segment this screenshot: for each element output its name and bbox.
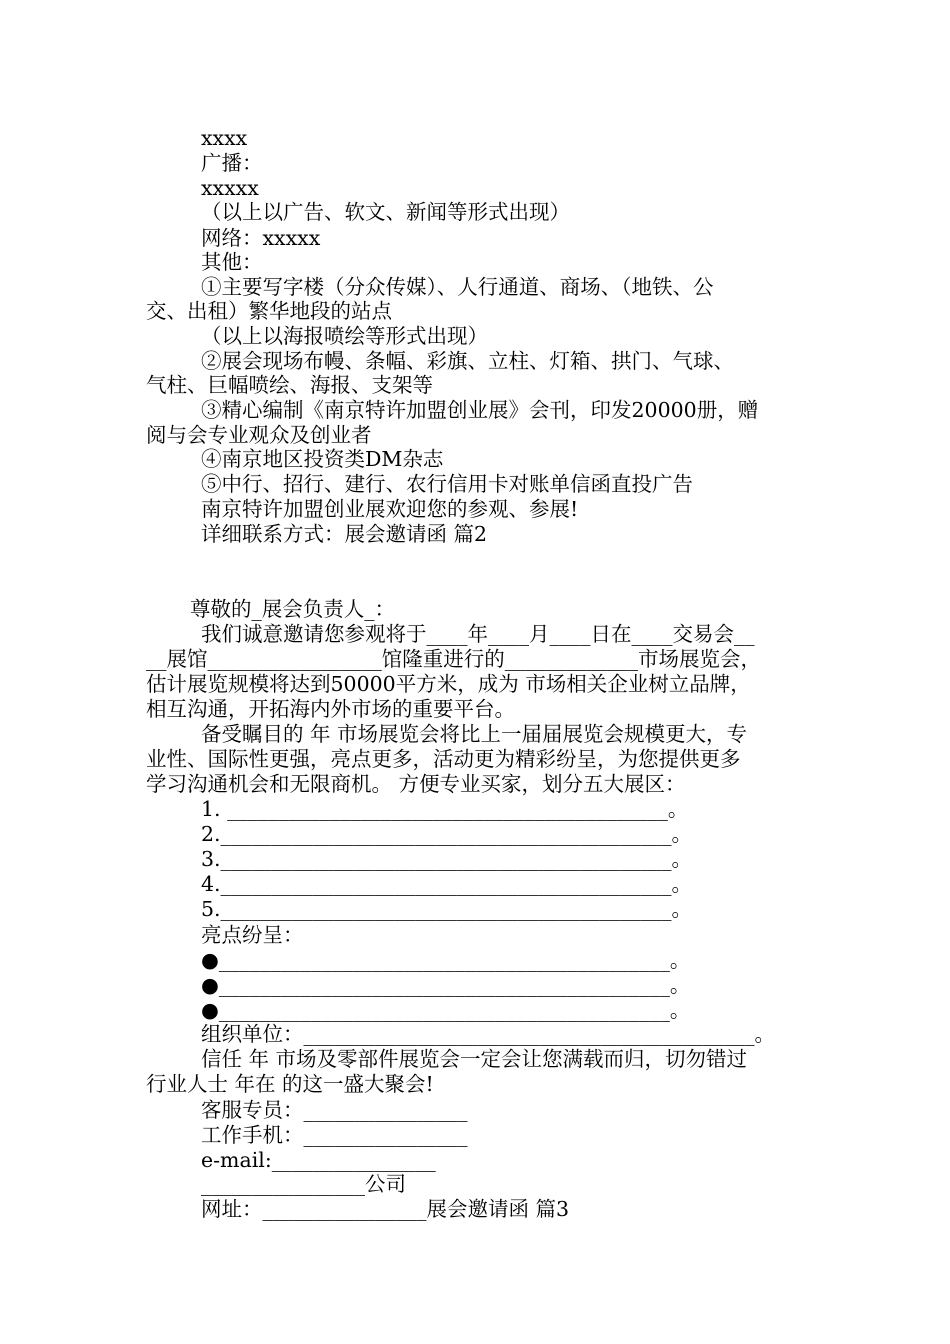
highlight-item: ●____________________________________________。: [201, 998, 691, 1022]
zone-item: 1. ___________________________________________。: [201, 797, 689, 821]
highlights-label: 亮点纷呈：: [201, 923, 304, 947]
text-line: 行业人士 年在 的这一盛大聚会!: [146, 1072, 434, 1096]
mobile-contact: 工作手机：________________: [201, 1123, 468, 1147]
section-heading: 详细联系方式：展会邀请函 篇2: [201, 522, 488, 546]
highlight-item: ●____________________________________________。: [201, 973, 691, 997]
text-line: ⑤中行、招行、建行、农行信用卡对账单信函直投广告: [201, 472, 693, 496]
text-line: xxxxx: [201, 176, 259, 200]
text-line: 阅与会专业观众及创业者: [146, 423, 372, 447]
zone-item: 5.____________________________________________。: [201, 897, 693, 921]
text-line: 广播：: [201, 151, 263, 175]
text-line: （以上以广告、软文、新闻等形式出现）: [201, 200, 570, 224]
text-line: 学习沟通机会和无限商机。 方便专业买家，划分五大展区：: [146, 772, 686, 796]
text-line: 业性、国际性更强，亮点更多，活动更为精彩纷呈，为您提供更多: [146, 747, 741, 771]
text-line: 信任 年 市场及零部件展览会一定会让您满载而归，切勿错过: [201, 1047, 748, 1071]
text-line: 备受瞩目的 年 市场展览会将比上一届届展览会规模更大，专: [201, 722, 748, 746]
zone-item: 2.____________________________________________。: [201, 822, 693, 846]
text-line: xxxx: [201, 126, 248, 150]
email-contact: e-mail:________________: [201, 1148, 436, 1172]
text-line: （以上以海报喷绘等形式出现）: [201, 324, 488, 348]
service-contact: 客服专员：________________: [201, 1098, 468, 1122]
text-line: ③精心编制《南京特许加盟创业展》会刊，印发20000册，赠: [201, 398, 759, 422]
text-line: ④南京地区投资类DM杂志: [201, 447, 444, 471]
text-line: 交、出租）繁华地段的站点: [146, 299, 392, 323]
text-line: 相互沟通，开拓海内外市场的重要平台。: [146, 697, 515, 721]
text-line: __展馆_________________馆隆重进行的_____________市场展览会，: [146, 647, 761, 671]
text-line: ②展会现场布幔、条幅、彩旗、立柱、灯箱、拱门、气球、: [201, 349, 734, 373]
text-line: 气柱、巨幅喷绘、海报、支架等: [146, 373, 433, 397]
text-line: 网络：xxxxx: [201, 226, 321, 250]
text-line: 我们诚意邀请您参观将于____年____月____日在____交易会__: [201, 622, 755, 646]
company-line: ________________公司: [201, 1172, 406, 1196]
text-line: 估计展览规模将达到50000平方米，成为 市场相关企业树立品牌，: [146, 672, 751, 696]
highlight-item: ●____________________________________________。: [201, 948, 691, 972]
text-line: ①主要写字楼（分众传媒）、人行通道、商场、（地铁、公: [201, 275, 714, 299]
organizer-line: 组织单位：____________________________________________。: [201, 1022, 775, 1046]
text-line: 其他：: [201, 250, 263, 274]
zone-item: 3.____________________________________________。: [201, 847, 693, 871]
zone-item: 4.____________________________________________。: [201, 872, 693, 896]
salutation: 尊敬的_展会负责人_：: [190, 597, 395, 621]
website-line: 网址：________________展会邀请函 篇3: [201, 1197, 570, 1221]
text-line: 南京特许加盟创业展欢迎您的参观、参展!: [201, 497, 579, 521]
